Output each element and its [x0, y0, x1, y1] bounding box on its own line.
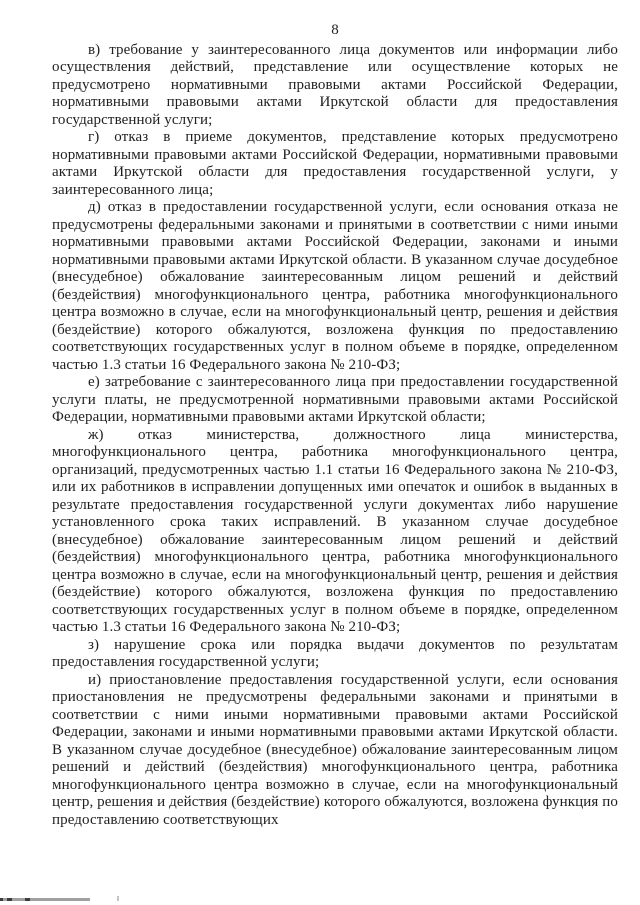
scan-artifact-mark [0, 898, 3, 901]
page-number: 8 [331, 22, 339, 38]
scan-artifact-tick [117, 896, 119, 901]
paragraph-item-i: и) приостановление предоставления государственной услуги, если основания приостановления не предусмотрены федеральными законами и принятыми в соответствии с ними иными нормативными правовыми актами Российской Федерации, законами и иными нормативными правовыми актами Иркутской области. В указанном случае досудебное (внесудебное) обжалование заинтересованным лицом решений и действий (бездействия) многофункционального центра, работника многофункционального центра возможно в случае, если на многофункциональный центр, решения и действия (бездействие) которого обжалуются, возложена функция по предоставлению соответствующих [52, 671, 618, 828]
paragraph-item-zh: ж) отказ министерства, должностного лица министерства, многофункционального центра, работника многофункционального центра, организаций, предусмотренных частью 1.1 статьи 16 Федерального закона № 210-ФЗ, или их работников в исправлении допущенных ими опечаток и ошибок в выданных в результате предоставления государственной услуги документах либо нарушение установленного срока таких исправлений. В указанном случае досудебное (внесудебное) обжалование заинтересованным лицом решений и действий (бездействия) многофункционального центра, работника многофункционального центра возможно в случае, если на многофункциональный центр, решения и действия (бездействие) которого обжалуются, возложена функция по предоставлению соответствующих государственных услуг в полном объеме в порядке, определенном частью 1.3 статьи 16 Федерального закона № 210-ФЗ; [52, 426, 618, 635]
scan-artifact-mark [25, 898, 30, 901]
paragraph-item-e: е) затребование с заинтересованного лица при предоставлении государственной услуги платы, не предусмотренной нормативными правовыми актами Российской Федерации, нормативными правовыми актами Иркутской области; [52, 374, 618, 425]
document-page [52, 22, 618, 829]
scan-artifact-bar [0, 898, 90, 901]
paragraph-item-d: д) отказ в предоставлении государственной услуги, если основания отказа не предусмотрены федеральными законами и принятыми в соответствии с ними иными нормативными правовыми актами Российской Федерации, законами и иными нормативными правовыми актами Иркутской области. В указанном случае досудебное (внесудебное) обжалование заинтересованным лицом решений и действий (бездействия) многофункционального центра, работника многофункционального центра возможно в случае, если на многофункциональный центр, решения и действия (бездействие) которого обжалуются, возложена функция по предоставлению соответствующих государственных услуг в полном объеме в порядке, определенном частью 1.3 статьи 16 Федерального закона № 210-ФЗ; [52, 199, 618, 373]
paragraph-item-z: з) нарушение срока или порядка выдачи документов по результатам предоставления государственной услуги; [52, 636, 618, 670]
document-body [52, 42, 618, 830]
paragraph-item-v: в) требование у заинтересованного лица документов или информации либо осуществления действий, представление или осуществление которых не предусмотрено нормативными правовыми актами Российской Федерации, нормативными правовыми актами Иркутской области для предоставления государственной услуги; [52, 41, 618, 128]
scan-artifact-mark [7, 898, 12, 901]
paragraph-item-g: г) отказ в приеме документов, представление которых предусмотрено нормативными правовыми актами Российской Федерации, нормативными правовыми актами Иркутской области для предоставления государственной услуги, у заинтересованного лица; [52, 129, 618, 198]
